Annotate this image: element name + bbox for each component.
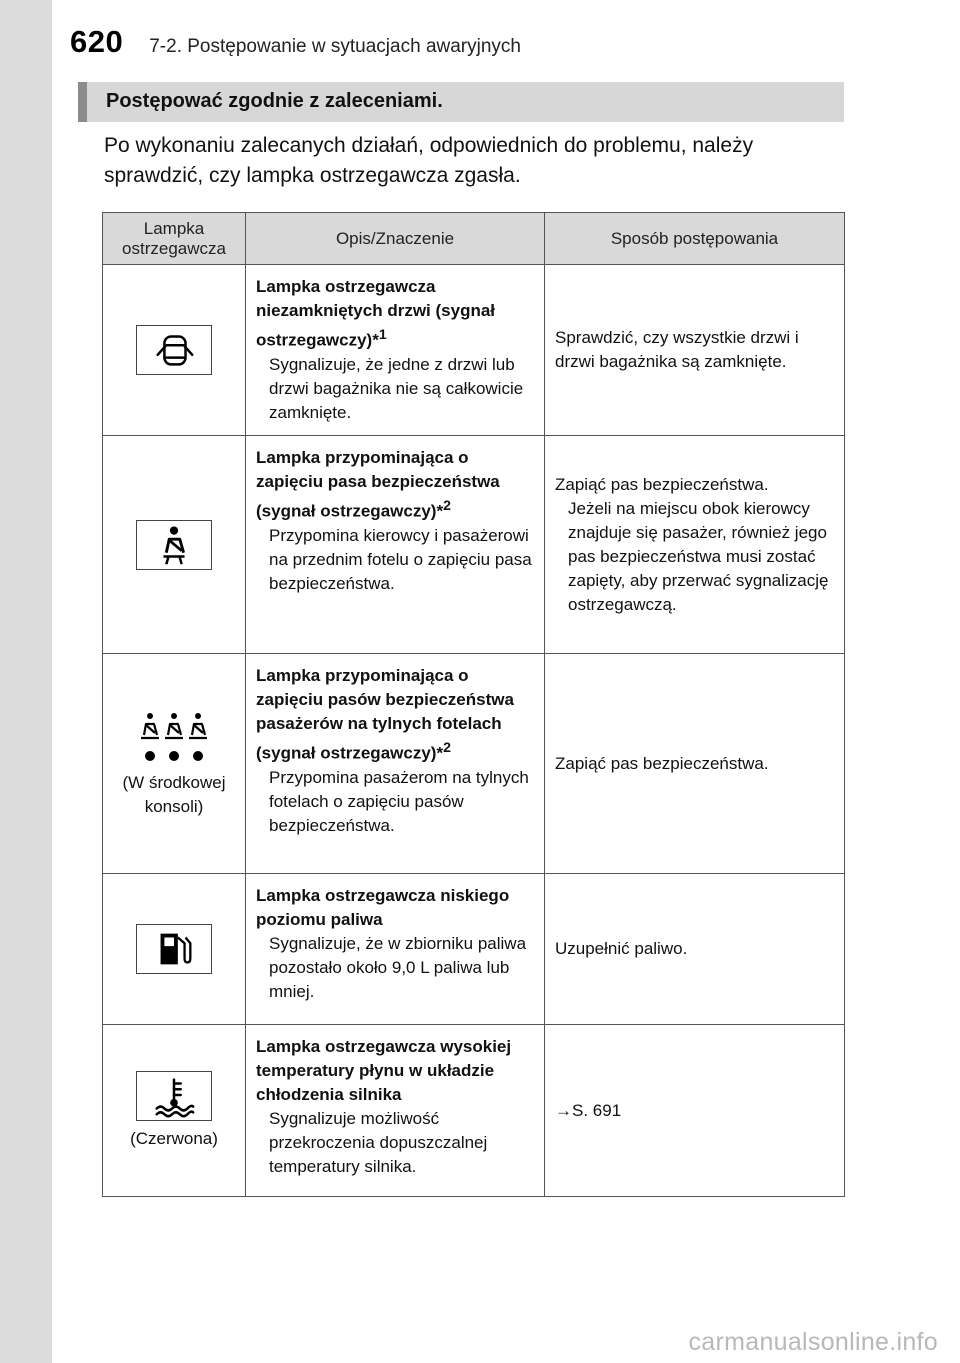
description-title: Lampka ostrzegawcza wysokiej temperatury płynu w układzie chłodzenia silnika: [256, 1037, 512, 1104]
section-heading-bar: [78, 82, 844, 122]
section-title: Postępować zgodnie z zaleceniami.: [106, 90, 443, 112]
page-reference-link[interactable]: →S. 691: [555, 1100, 622, 1120]
watermark: carmanualsonline.info: [688, 1328, 938, 1356]
page-edge-band: [0, 0, 52, 1363]
header-lamp-line1: Lampka: [143, 218, 205, 238]
action-cell: [545, 654, 845, 874]
icon-caption: (Czerwona): [130, 1128, 218, 1148]
action-cell: [545, 874, 845, 1025]
icon-caption: (W środkowej konsoli): [122, 772, 226, 816]
icon-cell: [103, 654, 246, 874]
description-cell: [246, 265, 545, 436]
description-text: Sygnalizuje, że w zbiorniku paliwa pozostało około 9,0 L paliwa lub mniej.: [269, 934, 527, 1001]
table-header-row: [103, 213, 845, 265]
action-detail: Jeżeli na miejscu obok kierowcy znajduje się pasażer, również jego pas bezpieczeństwa musi zostać zapięty, aby przerwać sygnalizację ostrzegawczą.: [568, 498, 829, 614]
description-title: [256, 275, 536, 353]
seatbelt-icon: [136, 520, 212, 570]
table-row: [103, 1025, 845, 1197]
action-cell: [545, 265, 845, 436]
icon-cell: [103, 436, 246, 654]
footnote-marker: 1: [378, 327, 387, 343]
description-title-text: Lampka przypominająca o zapięciu pasa bezpieczeństwa (sygnał ostrzegawczy)*: [256, 448, 500, 521]
description-text: Sygnalizuje możliwość przekroczenia dopuszczalnej temperatury silnika.: [269, 1109, 488, 1176]
table-row: [103, 265, 845, 436]
table-row: [103, 654, 845, 874]
description-title: [256, 664, 536, 766]
section-heading-accent: [78, 82, 87, 122]
header-meaning: Opis/Znaczenie: [246, 213, 545, 265]
icon-cell: [103, 1025, 246, 1197]
action-text: Sprawdzić, czy wszystkie drzwi i drzwi bagażnika są zamknięte.: [555, 328, 799, 371]
description-text: Przypomina kierowcy i pasażerowi na przednim fotelu o zapięciu pasa bezpieczeństwa.: [269, 525, 532, 593]
footnote-marker: 2: [443, 740, 451, 756]
table-row: [103, 874, 845, 1025]
footnote-marker: 2: [443, 498, 451, 514]
description-cell: [246, 1025, 545, 1197]
icon-cell: [103, 874, 246, 1025]
icon-cell: [103, 265, 246, 436]
coolant-temperature-icon: [136, 1071, 212, 1121]
header-action: Sposób postępowania: [545, 213, 845, 265]
fuel-pump-icon: [136, 924, 212, 974]
page-header: [70, 24, 521, 64]
chapter-title: 7-2. Postępowanie w sytuacjach awaryjnych: [149, 36, 521, 57]
header-lamp: [103, 213, 246, 265]
description-cell: [246, 874, 545, 1025]
intro-paragraph: Po wykonaniu zalecanych działań, odpowiednich do problemu, należy sprawdzić, czy lampka ostrzegawcza zgasła.: [104, 134, 754, 187]
description-title-text: Lampka ostrzegawcza niezamkniętych drzwi (sygnał ostrzegawczy)*: [256, 277, 496, 350]
action-text: Uzupełnić paliwo.: [555, 939, 688, 958]
open-door-icon: [136, 325, 212, 375]
description-title: [256, 446, 536, 524]
header-lamp-line2: ostrzegawcza: [122, 238, 226, 258]
description-text: Przypomina pasażerom na tylnych fotelach o zapięciu pasów bezpieczeństwa.: [269, 767, 529, 835]
description-cell: [246, 654, 545, 874]
warning-lamps-table: [102, 212, 845, 1197]
action-cell: [545, 1025, 845, 1197]
description-title: Lampka ostrzegawcza niskiego poziomu paliwa: [256, 886, 510, 929]
description-cell: [246, 436, 545, 654]
action-cell: [545, 436, 845, 654]
action-text: Zapiąć pas bezpieczeństwa.: [555, 474, 769, 494]
page-number: 620: [70, 24, 124, 59]
rear-seatbelts-icon: [136, 709, 212, 765]
action-text: Zapiąć pas bezpieczeństwa.: [555, 753, 769, 773]
description-title-text: Lampka przypominająca o zapięciu pasów bezpieczeństwa pasażerów na tylnych fotelach (sygnał ostrzegawczy)*: [256, 666, 514, 763]
description-text: Sygnalizuje, że jedne z drzwi lub drzwi bagażnika nie są całkowicie zamknięte.: [269, 354, 524, 422]
table-row: [103, 436, 845, 654]
